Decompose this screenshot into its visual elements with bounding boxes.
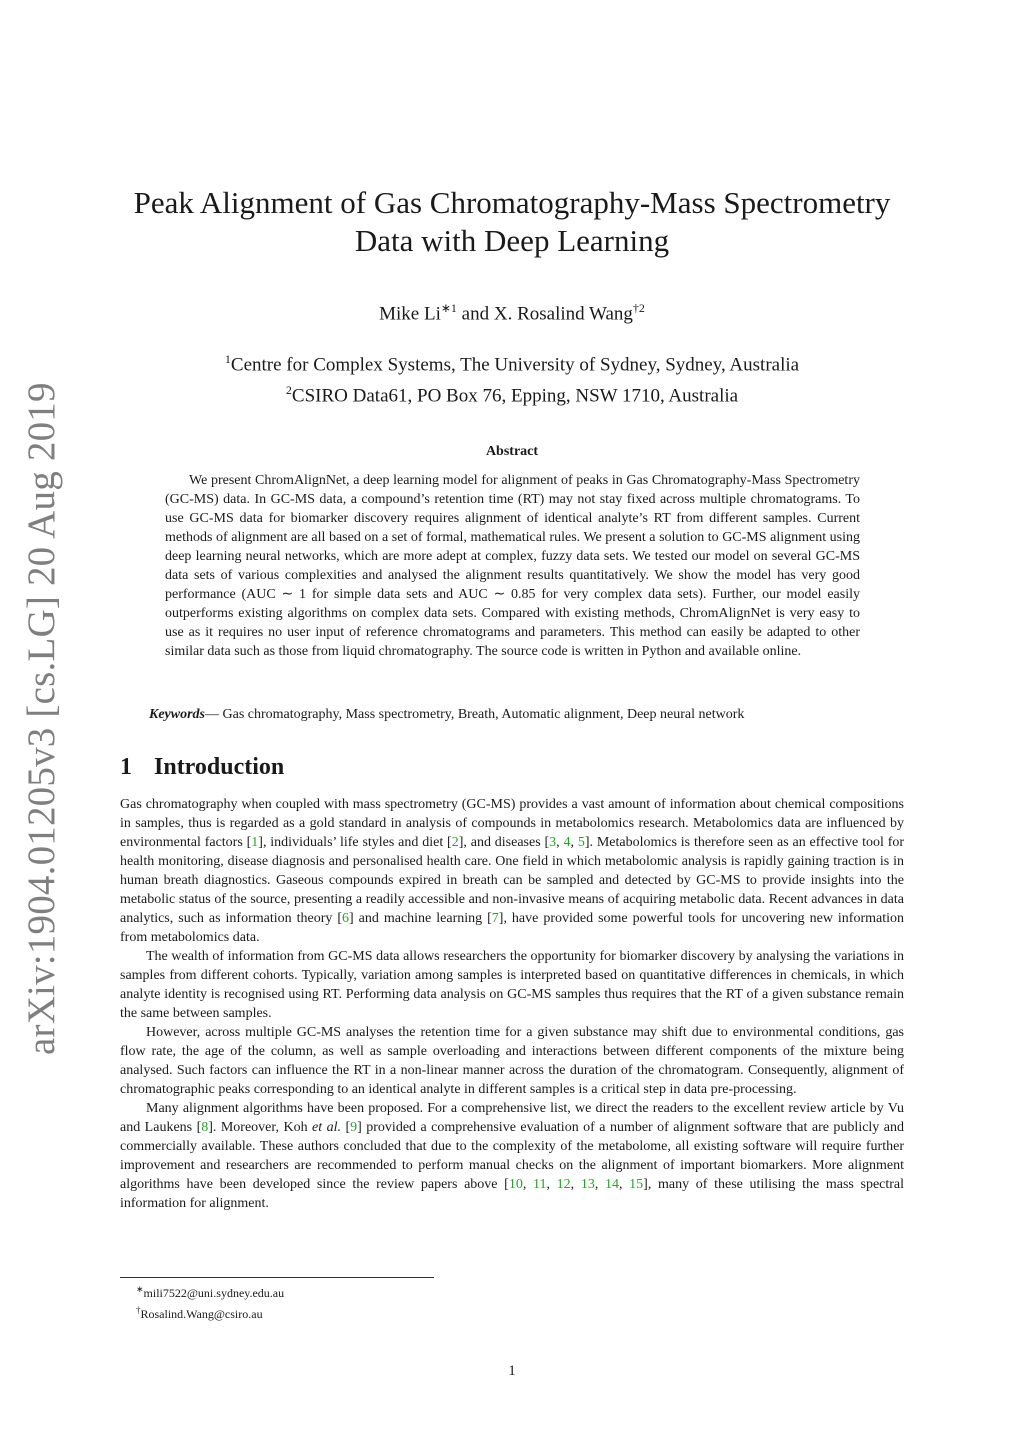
author-2-mark: †2 <box>632 301 645 315</box>
affiliation-1-mark: 1 <box>224 352 231 367</box>
footnote-divider <box>120 1277 434 1278</box>
author-1-name: Mike Li <box>379 303 441 325</box>
paragraph-4-text-b2: [ <box>341 1120 351 1135</box>
paragraph-4-text-c: ] provided a comprehensive evaluation of a number of alignment software that are publicly and commercially available. These authors concluded that due to the complexity of the metabolome, all existing software will require further improvement and researchers are recommended to perform manual checks on the alignment of important biomarkers. More alignment algorithms have been developed since the review papers above [ <box>120 1120 904 1192</box>
citation-link[interactable]: 12 <box>556 1177 571 1192</box>
title-block <box>120 184 904 408</box>
paragraph-1-text-e: ] and machine learning [ <box>349 911 492 926</box>
paragraph-1-text-c: ], and diseases [ <box>458 835 550 850</box>
citation-separator: , <box>546 1177 557 1192</box>
footnote-2 <box>136 1302 284 1323</box>
paragraph-2: The wealth of information from GC-MS data allows researchers the opportunity for biomarker discovery by analysing the variations in samples from different cohorts. Typically, variation among samples is interpreted based on quantitative differences in chemicals, in which analyte identity is recognised using RT. Performing data analysis on GC-MS samples thus requires that the RT of a given substance remain the same between samples. <box>120 949 904 1021</box>
section-title: Introduction <box>154 754 285 780</box>
citation-separator: , <box>594 1177 605 1192</box>
abstract-heading: Abstract <box>485 444 539 459</box>
citation-separator: , <box>556 835 564 850</box>
keywords-label: Keywords <box>149 707 205 722</box>
citation-link[interactable]: 13 <box>580 1177 595 1192</box>
citation-separator: , <box>570 835 578 850</box>
citation-link[interactable]: 4 <box>563 835 571 850</box>
citation-link[interactable]: 11 <box>533 1177 547 1192</box>
affiliation-2-mark: 2 <box>285 382 292 397</box>
paragraph-4-text-b: ]. Moreover, Koh <box>208 1120 313 1135</box>
paper-title-line-1: Peak Alignment of Gas Chromatography-Mass Spectrometry <box>133 185 891 220</box>
paper-title <box>120 184 904 260</box>
citation-link[interactable]: 7 <box>491 911 499 926</box>
footnote-1 <box>136 1281 284 1302</box>
citation-separator: , <box>522 1177 533 1192</box>
citation-separator: , <box>619 1177 630 1192</box>
citation-link[interactable]: 9 <box>350 1120 358 1135</box>
keywords-line <box>149 707 909 723</box>
paragraph-4-text-d: ], many of these utilising the mass spectral information for alignment. <box>120 1177 905 1211</box>
citation-link[interactable]: 15 <box>629 1177 644 1192</box>
paragraph-4 <box>120 1099 904 1213</box>
author-connector: and <box>456 303 494 325</box>
footnotes <box>136 1281 284 1323</box>
paper-title-line-2: Data with Deep Learning <box>354 223 670 258</box>
citation-link[interactable]: 2 <box>451 835 459 850</box>
affiliation-2-text: CSIRO Data61, PO Box 76, Epping, NSW 1710, Australia <box>291 384 739 406</box>
citation-link[interactable]: 8 <box>201 1120 209 1135</box>
arxiv-identifier-stamp: arXiv:1904.01205v3 [cs.LG] 20 Aug 2019 <box>20 382 63 1055</box>
page-number: 1 <box>508 1363 516 1379</box>
paragraph-3: However, across multiple GC-MS analyses the retention time for a given substance may shift due to environmental conditions, gas flow rate, the age of the column, as well as sample overloading and interactions between different components of the mixture being analysed. Such factors can influence the RT in a non-linear manner across the duration of the chromatogram. Consequently, alignment of chromatographic peaks corresponding to an identical analyte in different samples is a critical step in data pre-processing. <box>120 1025 904 1097</box>
section-number: 1 <box>120 754 132 780</box>
paragraph-1-text-f: ], have provided some powerful tools for uncovering new information from metabolomics data. <box>120 911 905 945</box>
keywords-text: Gas chromatography, Mass spectrometry, Breath, Automatic alignment, Deep neural network <box>222 707 745 722</box>
affiliation-1-text: Centre for Complex Systems, The University of Sydney, Sydney, Australia <box>230 354 800 376</box>
citation-separator: , <box>570 1177 581 1192</box>
affiliation-1 <box>120 347 904 377</box>
citation-link[interactable]: 14 <box>605 1177 619 1192</box>
paragraph-1-text-a: Gas chromatography when coupled with mass spectrometry (GC-MS) provides a vast amount of information about chemical compositions in samples, thus is regarded as a gold standard in analysis of compounds in metabolomics research. Metabolomics data are influenced by environmental factors [ <box>120 797 904 850</box>
footnote-2-mark: † <box>136 1305 141 1315</box>
author-list <box>120 296 904 326</box>
citation-link[interactable]: 3 <box>549 835 557 850</box>
affiliation-2 <box>120 378 904 408</box>
introduction-body <box>120 795 904 1213</box>
paragraph-1 <box>120 795 904 947</box>
citation-link[interactable]: 6 <box>342 911 350 926</box>
abstract-text: We present ChromAlignNet, a deep learning model for alignment of peaks in Gas Chromatography-Mass Spectrometry (GC-MS) data. In GC-MS data, a compound’s retention time (RT) may not stay fixed across multiple chromatograms. To use GC-MS data for biomarker discovery requires alignment of identical analyte’s RT from different samples. Current methods of alignment are all based on a set of formal, mathematical rules. We present a solution to GC-MS alignment using deep learning neural networks, which are more adept at complex, fuzzy data sets. We tested our model on several GC-MS data sets of various complexities and analysed the alignment results quantitatively. We show the model has very good performance (AUC ∼ 1 for simple data sets and AUC ∼ 0.85 for very complex data sets). Further, our model easily outperforms existing algorithms on complex data sets. Compared with existing methods, ChromAlignNet is very easy to use as it requires no user input of reference chromatograms and parameters. This method can easily be adapted to other similar data such as those from liquid chromatography. The source code is written in Python and available online. <box>165 473 860 659</box>
footnote-2-email: Rosalind.Wang@csiro.au <box>140 1307 263 1321</box>
author-2-name: X. Rosalind Wang <box>493 303 633 325</box>
paragraph-4-text-a: Many alignment algorithms have been proposed. For a comprehensive list, we direct the readers to the excellent review article by Vu and Laukens [ <box>120 1101 904 1135</box>
citation-link[interactable]: 5 <box>577 835 585 850</box>
paragraph-1-text-d: ]. Metabolomics is therefore seen as an effective tool for health monitoring, disease diagnosis and personalised health care. One field in which metabolomic analysis is rapidly gaining traction is in human breath diagnostics. Gaseous compounds expired in breath can be sampled and detected by GC-MS to provide insights into the metabolic status of the source, presenting a readily accessible and non-invasive means of acquiring metabolic data. Recent advances in data analytics, such as information theory [ <box>120 835 905 926</box>
author-1-mark: ∗1 <box>440 301 457 315</box>
citation-link[interactable]: 10 <box>508 1177 523 1192</box>
footnote-1-email: mili7522@uni.sydney.edu.au <box>143 1286 285 1300</box>
keywords-dash: — <box>205 707 223 722</box>
citation-link[interactable]: 1 <box>251 835 259 850</box>
affiliations <box>120 347 904 408</box>
et-al-italic: et al. <box>312 1120 342 1135</box>
section-heading-introduction <box>120 754 284 781</box>
footnote-1-mark: ∗ <box>136 1284 144 1294</box>
paragraph-1-text-b: ], individuals’ life styles and diet [ <box>258 835 452 850</box>
